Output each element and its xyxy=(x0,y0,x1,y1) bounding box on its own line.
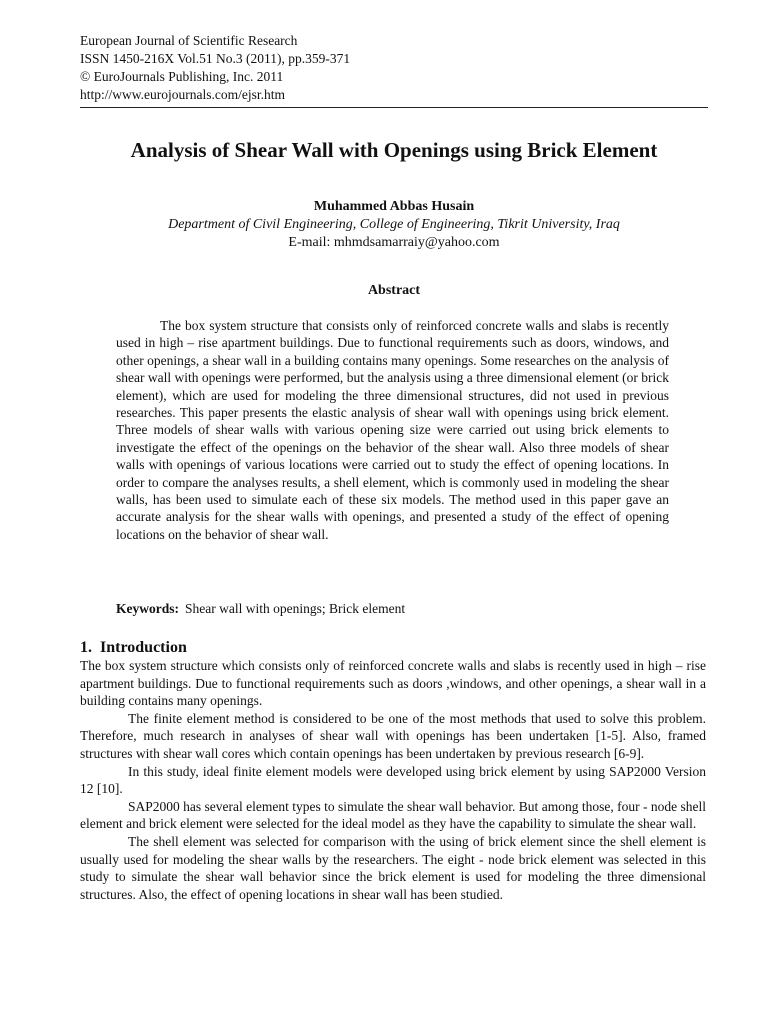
issn-line: ISSN 1450-216X Vol.51 No.3 (2011), pp.359-371 xyxy=(80,51,351,66)
paper-title: Analysis of Shear Wall with Openings using Brick Element xyxy=(130,138,658,162)
intro-paragraph: In this study, ideal finite element models were developed using brick element by using SAP2000 Version 12 [10]. xyxy=(80,763,706,797)
intro-paragraph: SAP2000 has several element types to simulate the shear wall behavior. But among those, four - node shell element and brick element were selected for the ideal model as they have the capability to simulate the shear wall. xyxy=(80,798,706,832)
introduction-heading xyxy=(80,638,187,658)
abstract-text: The box system structure that consists only of reinforced concrete walls and slabs is recently used in high – rise apartment buildings. Due to functional requirements such as doors, windows, and other openings, a shear wall in a building contains many openings. Some researches on the analysis of shear wall with openings were performed, but the analysis using a three dimensional element (or brick element), which are used for modeling the three dimensional structures, did not used in previous researches. This paper presents the elastic analysis of shear wall with openings using brick element. Three models of shear walls with various opening size were carried out using brick elements to investigate the effect of the openings on the behavior of the shear wall. Also three models of shear walls with openings of various locations were carried out to study the effect of opening locations. In order to compare the analyses results, a shell element, which is commonly used in modeling the shear walls, has been used to simulate each of these six models. The method used in this paper gave an accurate analysis for the shear walls with openings, and presented a study of the effect of opening locations on the behavior of shear wall. xyxy=(116,318,669,542)
keywords-line xyxy=(116,600,676,618)
author-email: E-mail: mhmdsamarraiy@yahoo.com xyxy=(288,235,500,250)
author-affiliation: Department of Civil Engineering, College of Engineering, Tikrit University, Iraq xyxy=(168,217,620,232)
journal-url: http://www.eurojournals.com/ejsr.htm xyxy=(80,87,285,102)
section-number: 1. xyxy=(80,639,92,656)
introduction-body xyxy=(80,657,706,903)
journal-header xyxy=(80,32,350,104)
keywords-label: Keywords: xyxy=(116,601,179,616)
header-divider xyxy=(80,107,708,108)
abstract-heading: Abstract xyxy=(367,283,421,298)
keywords-text: Shear wall with openings; Brick element xyxy=(185,601,406,616)
intro-paragraph: The box system structure which consists only of reinforced concrete walls and slabs is recently used in high – rise apartment buildings. Due to functional requirements such as doors ,windows, and other openings, a shear wall in a building contains many openings. xyxy=(80,658,706,709)
intro-paragraph: The finite element method is considered to be one of the most methods that used to solve this problem. Therefore, much research in analyses of shear wall with openings has been undertaken [1-5]. Also, framed structures with shear wall cores which contain openings has been undertaken by previous research [6-9]. xyxy=(80,710,706,761)
section-title: Introduction xyxy=(100,639,187,656)
author-name: Muhammed Abbas Husain xyxy=(313,199,475,214)
intro-paragraph: The shell element was selected for comparison with the using of brick element since the shell element is usually used for modeling the shear walls by the researchers. The eight - node brick element was selected in this study to simulate the shear wall behavior since the brick element is used for modeling the three dimensional structures. Also, the effect of opening locations in shear wall has been studied. xyxy=(80,833,706,902)
journal-name: European Journal of Scientific Research xyxy=(80,33,298,48)
copyright-line: © EuroJournals Publishing, Inc. 2011 xyxy=(80,69,284,84)
